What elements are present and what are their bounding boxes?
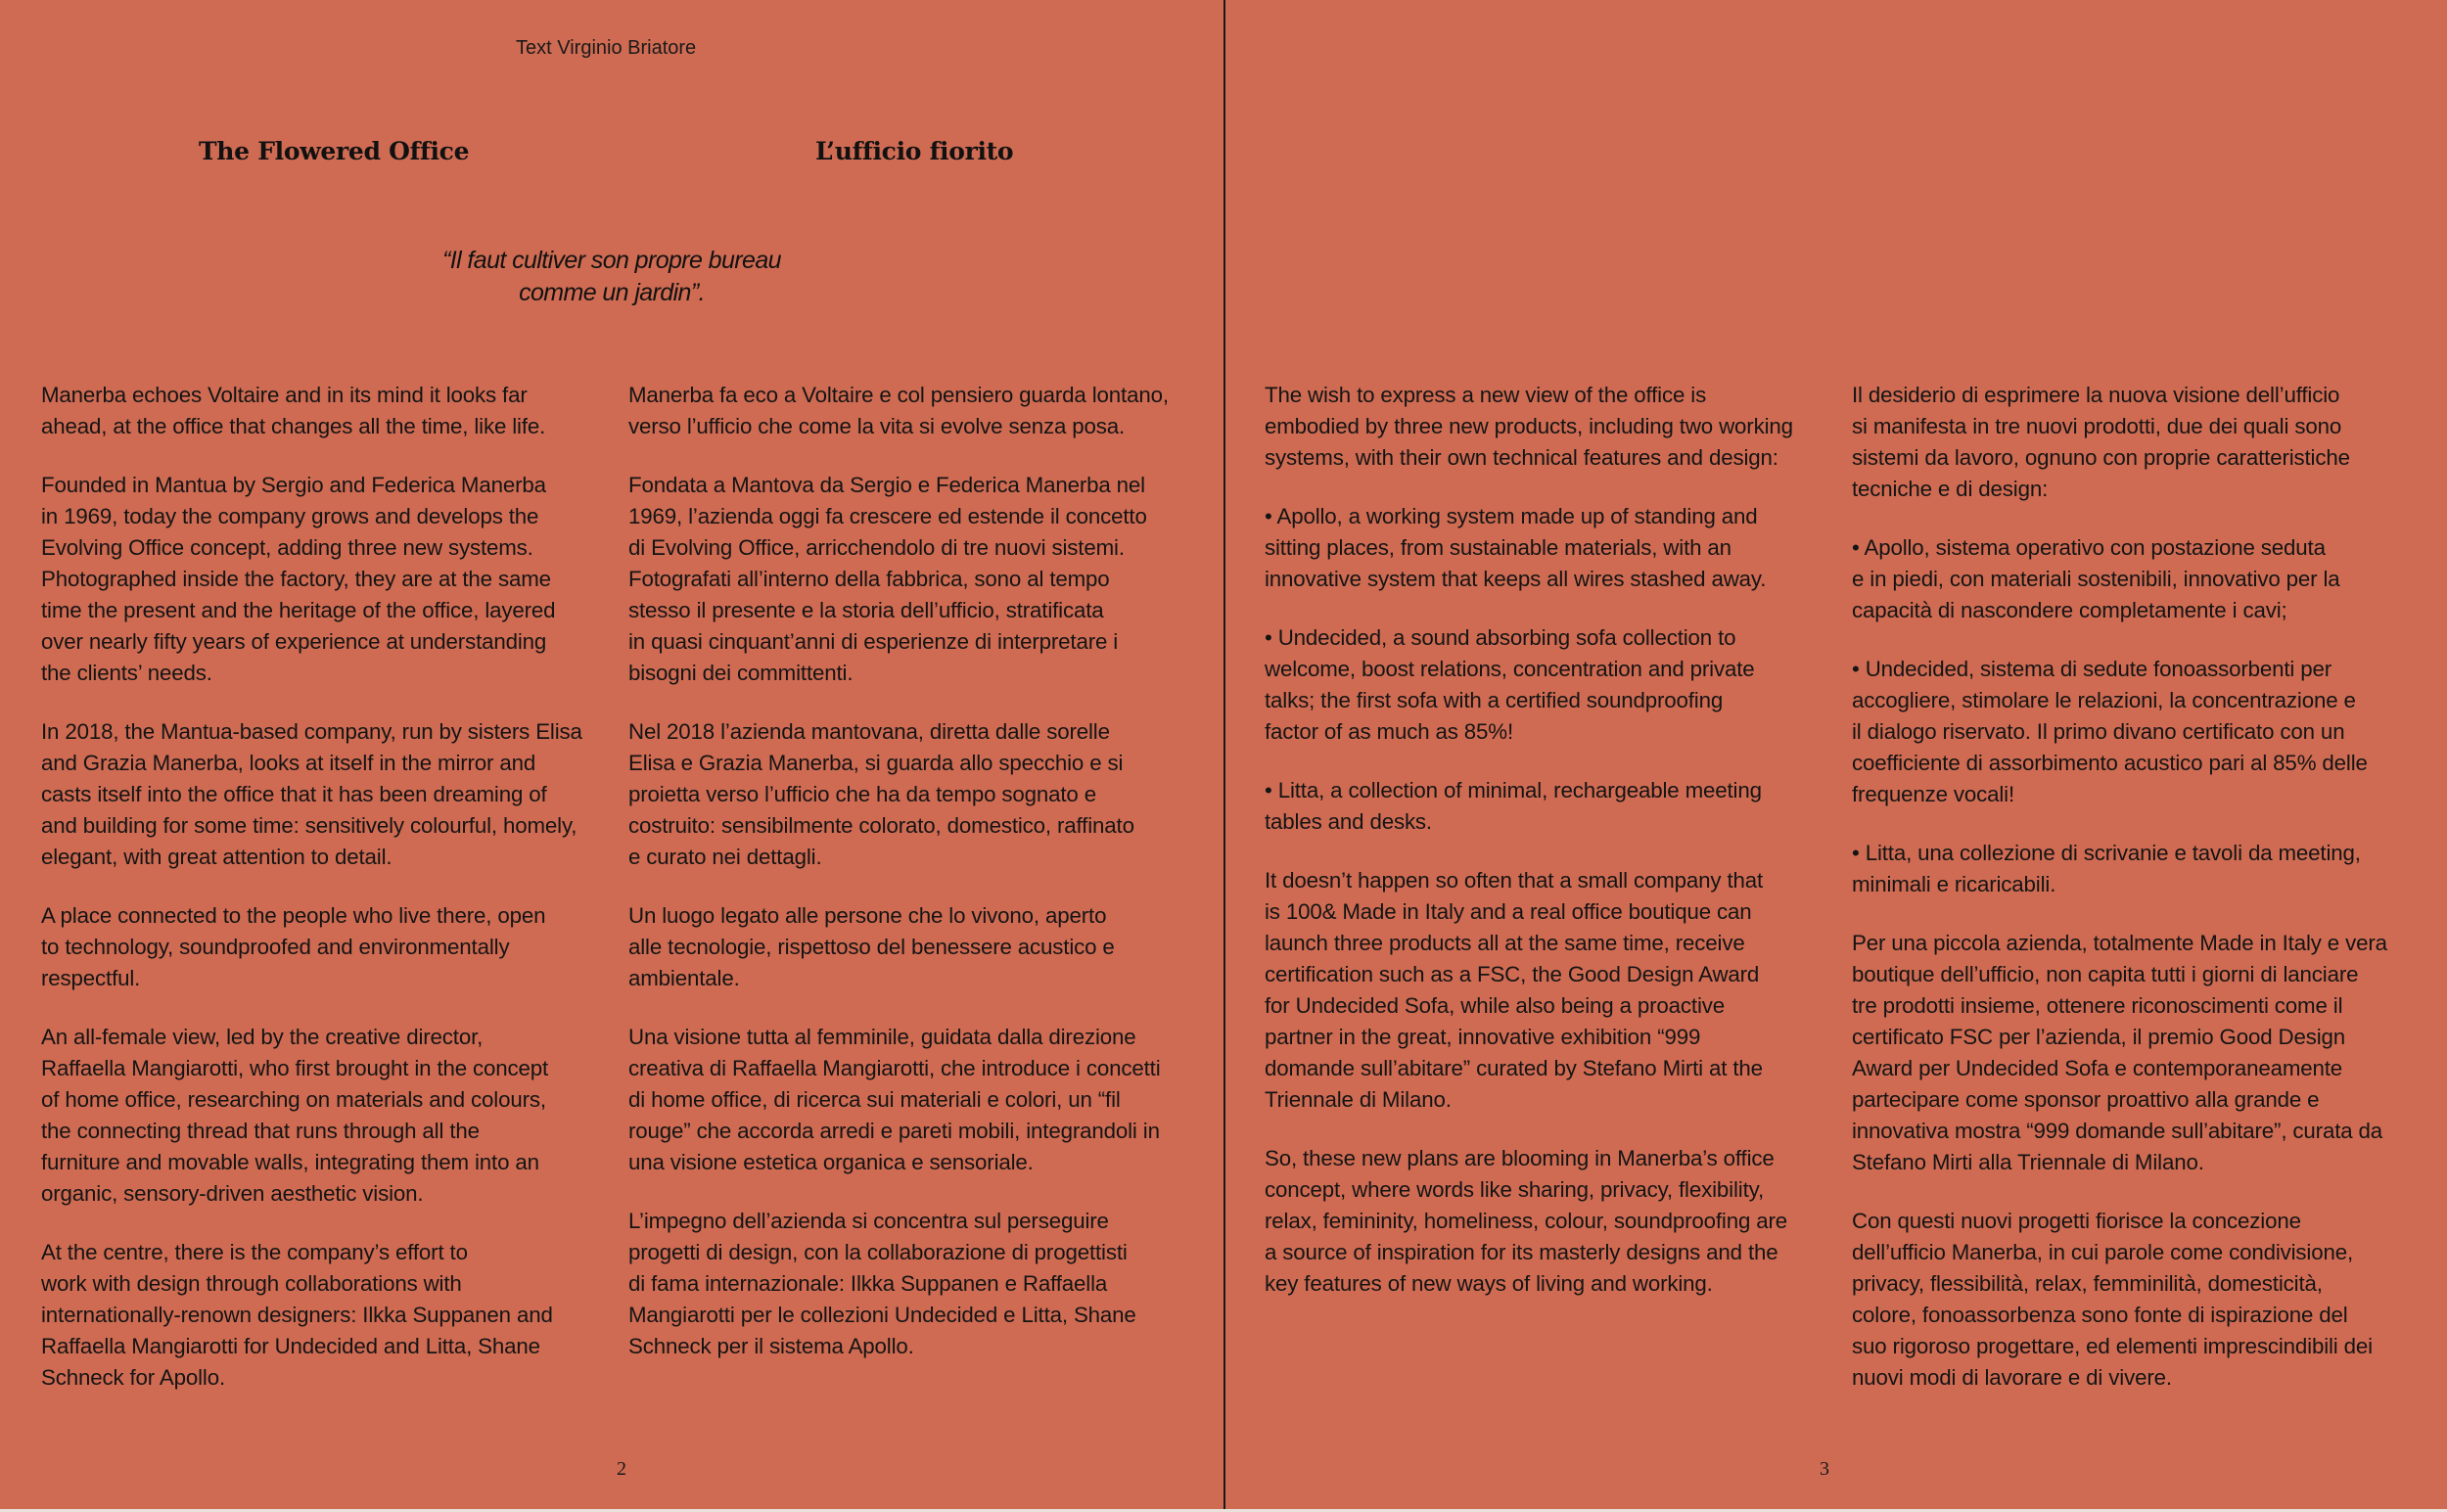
author-credit: Text Virginio Briatore: [516, 37, 697, 59]
text-line: e curato nei dettagli.: [628, 845, 822, 869]
text-line: privacy, flessibilità, relax, femminilità, domesticità,: [1852, 1271, 2323, 1296]
text-line: the clients’ needs.: [41, 661, 212, 685]
text-line: and building for some time: sensitively colourful, homely,: [41, 813, 577, 838]
body-paragraph: [41, 1237, 604, 1394]
text-line: in 1969, today the company grows and develops the: [41, 504, 539, 528]
text-line: talks; the first sofa with a certified soundproofing: [1265, 688, 1724, 712]
body-paragraph: [628, 716, 1191, 873]
body-paragraph: [628, 380, 1191, 442]
text-line: work with design through collaborations with: [41, 1271, 462, 1296]
text-line: capacità di nascondere completamente i cavi;: [1852, 598, 2287, 622]
body-paragraph: [41, 380, 604, 442]
text-line: partecipare come sponsor proattivo alla grande e: [1852, 1087, 2320, 1112]
text-line: Manerba fa eco a Voltaire e col pensiero guarda lontano,: [628, 383, 1169, 407]
text-line: domande sull’abitare” curated by Stefano Mirti at the: [1265, 1056, 1763, 1080]
body-paragraph: [1852, 1206, 2415, 1394]
text-line: coefficiente di assorbimento acustico pari al 85% delle: [1852, 751, 2368, 775]
text-line: alle tecnologie, rispettoso del benessere acustico e: [628, 935, 1115, 959]
text-line: Triennale di Milano.: [1265, 1087, 1452, 1112]
body-paragraph: [628, 900, 1191, 994]
text-line: • Undecided, sistema di sedute fonoassorbenti per: [1852, 657, 2332, 681]
text-line: sistemi da lavoro, ognuno con proprie caratteristiche: [1852, 445, 2350, 470]
quote-line: “Il faut cultiver son propre bureau: [442, 247, 781, 274]
text-line: relax, femininity, homeliness, colour, soundproofing are: [1265, 1209, 1788, 1233]
text-line: frequenze vocali!: [1852, 782, 2015, 806]
body-paragraph: [1265, 775, 1827, 838]
text-line: • Litta, a collection of minimal, rechargeable meeting: [1265, 778, 1762, 802]
text-line: bisogni dei committenti.: [628, 661, 854, 685]
text-line: di home office, di ricerca sui materiali e colori, un “fil: [628, 1087, 1121, 1112]
page-spread-divider: [1224, 0, 1225, 1512]
text-line: Stefano Mirti alla Triennale di Milano.: [1852, 1150, 2204, 1174]
title-english: The Flowered Office: [199, 137, 470, 165]
text-line: stesso il presente e la storia dell’ufficio, stratificata: [628, 598, 1104, 622]
text-line: So, these new plans are blooming in Manerba’s office: [1265, 1146, 1775, 1170]
body-paragraph: [1265, 622, 1827, 748]
text-line: Fotografati all’interno della fabbrica, sono al tempo: [628, 567, 1110, 591]
text-line: di fama internazionale: Ilkka Suppanen e Raffaella: [628, 1271, 1108, 1296]
text-line: si manifesta in tre nuovi prodotti, due dei quali sono: [1852, 414, 2342, 438]
text-line: Raffaella Mangiarotti for Undecided and Litta, Shane: [41, 1334, 540, 1358]
column-italian-left: [628, 380, 1191, 1390]
body-paragraph: [1265, 1143, 1827, 1300]
text-line: Nel 2018 l’azienda mantovana, diretta dalle sorelle: [628, 719, 1110, 744]
text-line: internationally-renown designers: Ilkka Suppanen and: [41, 1303, 553, 1327]
text-line: to technology, soundproofed and environmentally: [41, 935, 510, 959]
text-line: L’impegno dell’azienda si concentra sul perseguire: [628, 1209, 1109, 1233]
text-line: Raffaella Mangiarotti, who first brought in the concept: [41, 1056, 549, 1080]
text-line: elegant, with great attention to detail.: [41, 845, 392, 869]
text-line: in quasi cinquant’anni di esperienze di interpretare i: [628, 629, 1119, 654]
text-line: innovative system that keeps all wires stashed away.: [1265, 567, 1767, 591]
text-line: the connecting thread that runs through all the: [41, 1119, 480, 1143]
body-paragraph: [1852, 654, 2415, 810]
text-line: di Evolving Office, arricchendolo di tre nuovi sistemi.: [628, 535, 1125, 560]
quote-line: comme un jardin”.: [519, 279, 705, 306]
text-line: for Undecided Sofa, while also being a proactive: [1265, 993, 1725, 1018]
text-line: colore, fonoassorbenza sono fonte di ispirazione del: [1852, 1303, 2348, 1327]
text-line: Photographed inside the factory, they are at the same: [41, 567, 551, 591]
text-line: • Apollo, a working system made up of standing and: [1265, 504, 1758, 528]
text-line: 1969, l’azienda oggi fa crescere ed estende il concetto: [628, 504, 1147, 528]
text-line: • Undecided, a sound absorbing sofa collection to: [1265, 625, 1736, 650]
column-english-left: [41, 380, 604, 1421]
body-paragraph: [628, 1022, 1191, 1178]
text-line: • Apollo, sistema operativo con postazione seduta: [1852, 535, 2326, 560]
text-line: ahead, at the office that changes all the time, like life.: [41, 414, 546, 438]
text-line: and Grazia Manerba, looks at itself in the mirror and: [41, 751, 536, 775]
text-line: tecniche e di design:: [1852, 477, 2049, 501]
text-line: costruito: sensibilmente colorato, domestico, raffinato: [628, 813, 1134, 838]
text-line: una visione estetica organica e sensoriale.: [628, 1150, 1034, 1174]
text-line: Elisa e Grazia Manerba, si guarda allo specchio e si: [628, 751, 1124, 775]
text-line: Il desiderio di esprimere la nuova visione dell’ufficio: [1852, 383, 2340, 407]
text-line: creativa di Raffaella Mangiarotti, che introduce i concetti: [628, 1056, 1161, 1080]
text-line: organic, sensory-driven aesthetic vision.: [41, 1181, 424, 1206]
body-paragraph: [1852, 838, 2415, 900]
text-line: certification such as a FSC, the Good Design Award: [1265, 962, 1760, 986]
text-line: accogliere, stimolare le relazioni, la concentrazione e: [1852, 688, 2356, 712]
body-paragraph: [41, 470, 604, 689]
body-paragraph: [1265, 865, 1827, 1116]
text-line: Award per Undecided Sofa e contemporaneamente: [1852, 1056, 2343, 1080]
text-line: A place connected to the people who live there, open: [41, 903, 546, 928]
text-line: tables and desks.: [1265, 809, 1432, 834]
body-paragraph: [1852, 532, 2415, 626]
text-line: minimali e ricaricabili.: [1852, 872, 2056, 896]
text-line: certificato FSC per l’azienda, il premio Good Design: [1852, 1025, 2346, 1049]
page-number-right: 3: [1820, 1458, 1829, 1480]
text-line: Evolving Office concept, adding three new systems.: [41, 535, 533, 560]
text-line: Una visione tutta al femminile, guidata dalla direzione: [628, 1025, 1136, 1049]
text-line: over nearly fifty years of experience at understanding: [41, 629, 547, 654]
text-line: Con questi nuovi progetti fiorisce la concezione: [1852, 1209, 2301, 1233]
text-line: In 2018, the Mantua-based company, run by sisters Elisa: [41, 719, 582, 744]
text-line: rouge” che accorda arredi e pareti mobili, integrandoli in: [628, 1119, 1160, 1143]
text-line: concept, where words like sharing, privacy, flexibility,: [1265, 1177, 1765, 1202]
text-line: systems, with their own technical features and design:: [1265, 445, 1778, 470]
text-line: Founded in Mantua by Sergio and Federica Manerba: [41, 473, 546, 497]
text-line: embodied by three new products, including two working: [1265, 414, 1793, 438]
body-paragraph: [1265, 380, 1827, 474]
text-line: key features of new ways of living and working.: [1265, 1271, 1713, 1296]
body-paragraph: [1265, 501, 1827, 595]
text-line: nuovi modi di lavorare e di vivere.: [1852, 1365, 2172, 1390]
body-paragraph: [628, 470, 1191, 689]
text-line: Fondata a Mantova da Sergio e Federica Manerba nel: [628, 473, 1145, 497]
page-number-left: 2: [617, 1458, 626, 1480]
text-line: welcome, boost relations, concentration and private: [1265, 657, 1755, 681]
body-paragraph: [1852, 928, 2415, 1178]
text-line: e in piedi, con materiali sostenibili, innovativo per la: [1852, 567, 2340, 591]
body-paragraph: [1852, 380, 2415, 505]
text-line: factor of as much as 85%!: [1265, 719, 1514, 744]
text-line: tre prodotti insieme, ottenere riconoscimenti come il: [1852, 993, 2343, 1018]
text-line: It doesn’t happen so often that a small company that: [1265, 868, 1764, 893]
text-line: ambientale.: [628, 966, 740, 990]
text-line: verso l’ufficio che come la vita si evolve senza posa.: [628, 414, 1126, 438]
text-line: Schneck per il sistema Apollo.: [628, 1334, 914, 1358]
text-line: dell’ufficio Manerba, in cui parole come condivisione,: [1852, 1240, 2354, 1264]
column-english-right: [1265, 380, 1827, 1327]
text-line: respectful.: [41, 966, 141, 990]
text-line: proietta verso l’ufficio che ha da tempo sognato e: [628, 782, 1096, 806]
text-line: Un luogo legato alle persone che lo vivono, aperto: [628, 903, 1107, 928]
text-line: sitting places, from sustainable materials, with an: [1265, 535, 1731, 560]
text-line: boutique dell’ufficio, non capita tutti i giorni di lanciare: [1852, 962, 2359, 986]
text-line: suo rigoroso progettare, ed elementi imprescindibili dei: [1852, 1334, 2373, 1358]
body-paragraph: [628, 1206, 1191, 1362]
text-line: launch three products all at the same time, receive: [1265, 931, 1745, 955]
text-line: Schneck for Apollo.: [41, 1365, 226, 1390]
text-line: The wish to express a new view of the office is: [1265, 383, 1707, 407]
text-line: Manerba echoes Voltaire and in its mind it looks far: [41, 383, 528, 407]
text-line: Mangiarotti per le collezioni Undecided e Litta, Shane: [628, 1303, 1136, 1327]
text-line: progetti di design, con la collaborazione di progettisti: [628, 1240, 1128, 1264]
body-paragraph: [41, 716, 604, 873]
text-line: a source of inspiration for its masterly designs and the: [1265, 1240, 1778, 1264]
body-paragraph: [41, 1022, 604, 1210]
text-line: casts itself into the office that it has been dreaming of: [41, 782, 547, 806]
column-italian-right: [1852, 380, 2415, 1421]
text-line: time the present and the heritage of the office, layered: [41, 598, 556, 622]
voltaire-quote: [431, 245, 793, 309]
text-line: • Litta, una collezione di scrivanie e tavoli da meeting,: [1852, 841, 2361, 865]
text-line: An all-female view, led by the creative director,: [41, 1025, 484, 1049]
text-line: innovativa mostra “999 domande sull’abitare”, curata da: [1852, 1119, 2383, 1143]
title-italian: L’ufficio fiorito: [815, 137, 1014, 165]
text-line: furniture and movable walls, integrating them into an: [41, 1150, 539, 1174]
text-line: il dialogo riservato. Il primo divano certificato con un: [1852, 719, 2345, 744]
text-line: partner in the great, innovative exhibition “999: [1265, 1025, 1701, 1049]
text-line: is 100& Made in Italy and a real office boutique can: [1265, 899, 1752, 924]
body-paragraph: [41, 900, 604, 994]
text-line: At the centre, there is the company’s effort to: [41, 1240, 468, 1264]
text-line: of home office, researching on materials and colours,: [41, 1087, 546, 1112]
text-line: Per una piccola azienda, totalmente Made in Italy e vera: [1852, 931, 2387, 955]
